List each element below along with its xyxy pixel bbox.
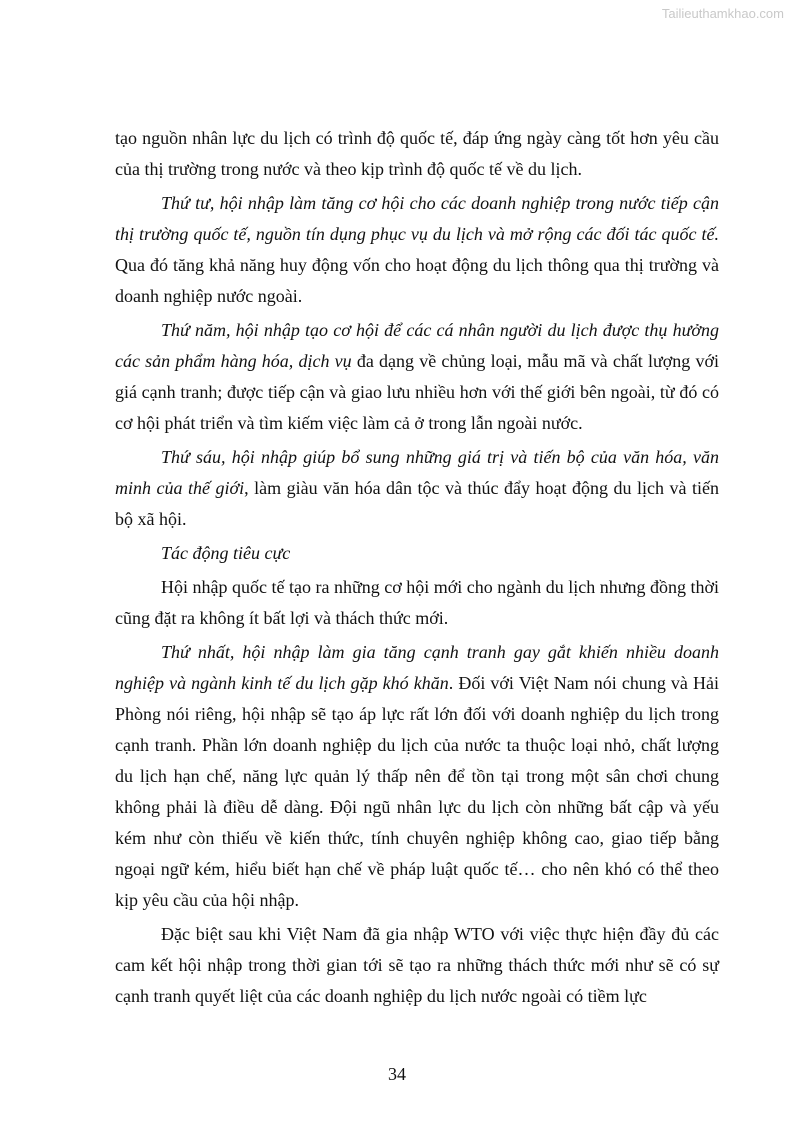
paragraph-text: đa dạng về chủng loại, mẫu mã và chất lượng với giá cạnh tranh; được tiếp cận và giao lưu nhiều hơn với thế giới bên ngoài, từ đó có cơ hội phát triển và tìm kiếm việc làm cả ở trong lẫn ngoài nước. <box>115 351 719 433</box>
paragraph-text: . Đối với Việt Nam nói chung và Hải Phòng nói riêng, hội nhập sẽ tạo áp lực rất lớn đối với doanh nghiệp du lịch trong cạnh tranh. Phần lớn doanh nghiệp du lịch của nước ta thuộc loại nhỏ, chất lượng du lịch hạn chế, năng lực quản lý thấp nên để tồn tại trong một sân chơi chung không phải là điều dễ dàng. Đội ngũ nhân lực du lịch còn những bất cập và yếu kém như còn thiếu về kiến thức, tính chuyên nghiệp không cao, giao tiếp bằng ngoại ngữ kém, hiểu biết hạn chế về pháp luật quốc tế… cho nên khó có thể theo kịp yêu cầu của hội nhập. <box>115 673 720 910</box>
document-body <box>115 123 719 1015</box>
italic-lead: Thứ sáu, hội nhập giúp bổ sung những giá trị và tiến bộ của văn hóa, văn minh của thế giới <box>115 447 719 498</box>
paragraph-wto: Đặc biệt sau khi Việt Nam đã gia nhập WTO với việc thực hiện đầy đủ các cam kết hội nhập trong thời gian tới sẽ tạo ra những thách thức mới như sẽ có sự cạnh tranh quyết liệt của các doanh nghiệp du lịch nước ngoài có tiềm lực <box>115 924 719 1006</box>
italic-lead: Thứ nhất, hội nhập làm gia tăng cạnh tranh gay gắt khiến nhiều doanh nghiệp và ngành kinh tế du lịch gặp khó khăn <box>115 642 719 693</box>
paragraph-text: , làm giàu văn hóa dân tộc và thúc đẩy hoạt động du lịch và tiến bộ xã hội. <box>115 478 719 529</box>
section-heading <box>115 538 719 569</box>
page-number: 34 <box>388 1064 406 1084</box>
paragraph-text: Qua đó tăng khả năng huy động vốn cho hoạt động du lịch thông qua thị trường và doanh nghiệp nước ngoài. <box>115 255 719 306</box>
paragraph-thu-sau <box>115 442 719 535</box>
italic-lead: Thứ năm, hội nhập tạo cơ hội để các cá nhân người du lịch được thụ hưởng các sản phẩm hàng hóa, dịch vụ <box>115 320 719 371</box>
paragraph-continuation: tạo nguồn nhân lực du lịch có trình độ quốc tế, đáp ứng ngày càng tốt hơn yêu cầu của thị trường trong nước và theo kịp trình độ quốc tế về du lịch. <box>115 128 719 179</box>
watermark: Tailieuthamkhao.com <box>661 6 784 21</box>
paragraph-thu-nhat <box>115 637 719 916</box>
paragraph-thu-tu <box>115 188 719 312</box>
paragraph-thu-nam <box>115 315 719 439</box>
italic-lead: Thứ tư, hội nhập làm tăng cơ hội cho các doanh nghiệp trong nước tiếp cận thị trường quốc tế, nguồn tín dụng phục vụ du lịch và mở rộng các đối tác quốc tế. <box>115 193 719 244</box>
heading-text: Tác động tiêu cực <box>161 543 291 563</box>
paragraph-intro-negative: Hội nhập quốc tế tạo ra những cơ hội mới cho ngành du lịch nhưng đồng thời cũng đặt ra không ít bất lợi và thách thức mới. <box>115 577 719 628</box>
